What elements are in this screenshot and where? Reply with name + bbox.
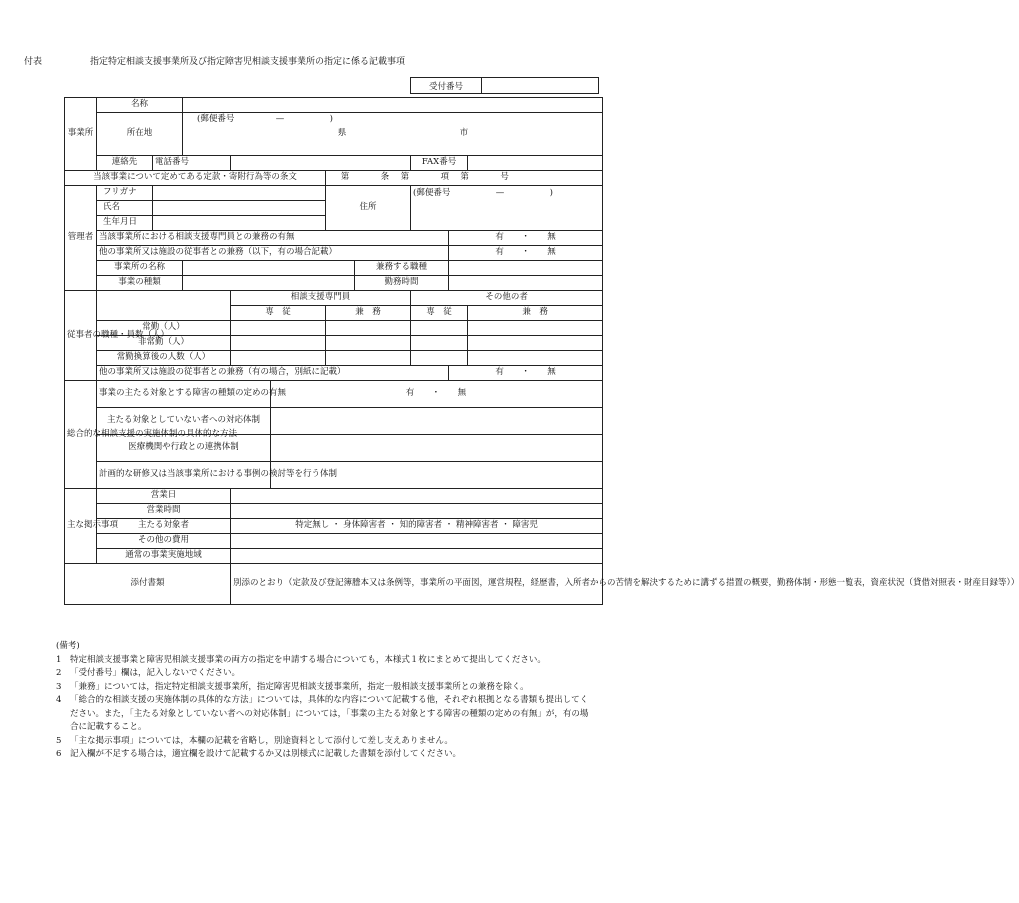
target-option[interactable]: 精神障害者 bbox=[455, 520, 499, 531]
staff-cell[interactable] bbox=[468, 351, 603, 366]
posting-target-label: 主たる対象者 bbox=[97, 519, 231, 534]
method-dot: ・ bbox=[431, 388, 441, 399]
staff-cell[interactable] bbox=[231, 336, 326, 351]
manager-other-no[interactable]: 無 bbox=[547, 247, 556, 258]
manager-other-yes[interactable]: 有 bbox=[495, 247, 504, 258]
manager-name-field[interactable] bbox=[153, 201, 326, 216]
note-text: 「総合的な相談支援の実施体制の具体的な方法」については，具体的な内容について記載する他，それぞれ根拠となる書類も提出してください。また，「主たる対象としていない者への対応体制」については，「事業の主たる対象とする障害の種類の定めの有無」が，有の場合に記載すること。 bbox=[70, 695, 589, 732]
manager-furigana-field[interactable] bbox=[153, 186, 326, 201]
staff-others-fulltime-label: 専 従 bbox=[411, 306, 468, 321]
page-header bbox=[24, 54, 406, 67]
staff-section-label: 従事者の職種・員数（人） bbox=[65, 291, 97, 381]
staff-cell[interactable] bbox=[468, 321, 603, 336]
office-postal-code-row[interactable] bbox=[183, 113, 603, 128]
page-title: 指定特定相談支援事業所及び指定障害児相談支援事業所の指定に係る記載事項 bbox=[90, 57, 406, 67]
office-fax-label: FAX番号 bbox=[411, 156, 468, 171]
office-address-field[interactable] bbox=[183, 127, 603, 141]
office-postal-dash: — bbox=[275, 114, 285, 125]
office-fax-field[interactable] bbox=[468, 156, 603, 171]
target-option[interactable]: 身体障害者 bbox=[343, 520, 386, 531]
manager-work-hours-label: 勤務時間 bbox=[355, 276, 449, 291]
manager-furigana-label: フリガナ bbox=[97, 186, 153, 201]
header-label: 付表 bbox=[24, 57, 43, 67]
note-item bbox=[56, 681, 596, 695]
staff-cell[interactable] bbox=[231, 351, 326, 366]
posting-target-choices[interactable]: 特定無し ・ 身体障害者 ・ 知的障害者 ・ 精神障害者 ・ 障害児 bbox=[231, 519, 603, 534]
manager-other-dot: ・ bbox=[521, 247, 530, 258]
posting-area-field[interactable] bbox=[231, 549, 603, 564]
method-row-label: 事業の主たる対象とする障害の種類の定めの有無 bbox=[97, 381, 271, 408]
manager-postal-close: ) bbox=[549, 187, 553, 198]
posting-area-label: 通常の事業実施地域 bbox=[97, 549, 231, 564]
method-section-label: 総合的な相談支援の実施体制の具体的な方法 bbox=[65, 381, 97, 489]
office-city-label: 市 bbox=[459, 128, 469, 139]
note-number: 1 bbox=[56, 654, 62, 665]
manager-concurrent-no[interactable]: 無 bbox=[547, 232, 556, 243]
office-address-extra[interactable] bbox=[183, 141, 603, 156]
method-target-choice[interactable] bbox=[271, 381, 603, 408]
manager-office-name-label: 事業所の名称 bbox=[97, 261, 183, 276]
office-phone-field[interactable] bbox=[231, 156, 411, 171]
manager-other-concurrent-choice[interactable] bbox=[449, 246, 603, 261]
articles-dai3: 第 bbox=[460, 172, 469, 183]
staff-other-concurrent-label: 他の事業所又は施設の従事者との兼務（有の場合，別紙に記載） bbox=[97, 366, 449, 381]
target-option[interactable]: 障害児 bbox=[512, 520, 538, 531]
note-number: 2 bbox=[56, 668, 62, 678]
method-yes[interactable]: 有 bbox=[405, 388, 415, 399]
note-number: 4 bbox=[56, 695, 62, 705]
articles-dai2: 第 bbox=[400, 172, 410, 183]
method-no[interactable]: 無 bbox=[457, 388, 467, 399]
staff-specialist-concurrent-label: 兼 務 bbox=[326, 306, 411, 321]
manager-concurrent-yes[interactable]: 有 bbox=[495, 232, 504, 243]
note-text: 記入欄が不足する場合は，適宜欄を設けて記載するか又は別様式に記載した書類を添付してください。 bbox=[70, 749, 462, 759]
manager-birthdate-field[interactable] bbox=[153, 216, 326, 231]
staff-others-concurrent-label: 兼 務 bbox=[468, 306, 603, 321]
staff-others-label: その他の者 bbox=[411, 291, 603, 306]
articles-dai: 第 bbox=[340, 172, 350, 183]
staff-specialist-label: 相談支援専門員 bbox=[231, 291, 411, 306]
notes-heading: (備考) bbox=[56, 641, 80, 651]
staff-row-label: 常勤（人） bbox=[97, 321, 231, 336]
articles-label: 当該事業について定めてある定款・寄附行為等の条文 bbox=[65, 171, 326, 186]
office-postal-close: ) bbox=[329, 114, 333, 125]
notes-section bbox=[56, 640, 596, 762]
staff-row-label: 非常勤（人） bbox=[97, 336, 231, 351]
office-address-label: 所在地 bbox=[97, 113, 183, 156]
staff-other-dot: ・ bbox=[521, 367, 530, 378]
posting-cost-label: その他の費用 bbox=[97, 534, 231, 549]
staff-cell[interactable] bbox=[231, 321, 326, 336]
staff-cell[interactable] bbox=[326, 336, 411, 351]
articles-ko: 項 bbox=[440, 172, 450, 183]
manager-name-label: 氏名 bbox=[97, 201, 153, 216]
target-option[interactable]: 特定無し bbox=[295, 520, 330, 531]
note-number: 6 bbox=[56, 749, 62, 759]
staff-other-concurrent-choice[interactable] bbox=[449, 366, 603, 381]
manager-postal-label: (郵便番号 bbox=[413, 187, 451, 198]
note-item bbox=[56, 654, 596, 668]
receipt-number-box bbox=[410, 77, 599, 94]
posting-hours-label: 営業時間 bbox=[97, 504, 231, 519]
method-field[interactable] bbox=[271, 435, 603, 462]
manager-work-hours-field[interactable] bbox=[449, 276, 603, 291]
note-text: 「受付番号」欄は，記入しないでください。 bbox=[70, 668, 241, 678]
receipt-number-field[interactable] bbox=[482, 78, 599, 94]
staff-cell[interactable] bbox=[411, 351, 468, 366]
office-postal-label: (郵便番号 bbox=[197, 114, 235, 125]
manager-address-label: 住所 bbox=[326, 186, 411, 231]
office-contact-label: 連絡先 bbox=[97, 156, 153, 171]
target-option[interactable]: 知的障害者 bbox=[399, 520, 443, 531]
manager-concurrent-label: 当該事業所における相談支援専門員との兼務の有無 bbox=[97, 231, 449, 246]
method-field[interactable] bbox=[271, 408, 603, 435]
note-text: 「主な掲示事項」については，本欄の記載を省略し，別途資料として添付して差し支えありません。 bbox=[70, 735, 453, 746]
manager-other-concurrent-label: 他の事業所又は施設の従事者との兼務（以下，有の場合記載） bbox=[97, 246, 449, 261]
articles-field[interactable] bbox=[326, 171, 603, 186]
note-number: 3 bbox=[56, 681, 62, 692]
method-row-label: 主たる対象としていない者への対応体制 bbox=[97, 408, 271, 435]
note-text: 「兼務」については，指定特定相談支援事業所，指定障害児相談支援事業所，指定一般相談支援事業所との兼務を除く。 bbox=[70, 681, 529, 692]
staff-cell[interactable] bbox=[326, 321, 411, 336]
posting-section-label: 主な掲示事項 bbox=[65, 489, 97, 564]
staff-specialist-fulltime-label: 専 従 bbox=[231, 306, 326, 321]
articles-go: 号 bbox=[500, 172, 509, 183]
method-row-label: 医療機関や行政との連携体制 bbox=[97, 435, 271, 462]
staff-other-yes[interactable]: 有 bbox=[495, 367, 504, 378]
staff-cell[interactable] bbox=[468, 336, 603, 351]
staff-cell[interactable] bbox=[326, 351, 411, 366]
manager-section-label: 管理者 bbox=[65, 186, 97, 291]
receipt-number-label: 受付番号 bbox=[411, 78, 482, 94]
staff-header-blank bbox=[97, 291, 231, 321]
note-item bbox=[56, 748, 596, 762]
manager-birthdate-label: 生年月日 bbox=[97, 216, 153, 231]
manager-concurrent-dot: ・ bbox=[521, 232, 530, 243]
note-item bbox=[56, 735, 596, 749]
office-name-label: 名称 bbox=[97, 98, 183, 113]
manager-concurrent-job-field[interactable] bbox=[449, 261, 603, 276]
attachments-text: 別添のとおり（定款及び登記簿謄本又は条例等，事業所の平面図，運営規程，経歴書，入所者からの苦情を解決するために講ずる措置の概要，勤務体制・形態一覧表，資産状況（貸借対照表・財産目録等）） bbox=[231, 564, 603, 605]
manager-concurrent-job-label: 兼務する職種 bbox=[355, 261, 449, 276]
office-name-field[interactable] bbox=[183, 98, 603, 113]
staff-row-label: 常勤換算後の人数（人） bbox=[97, 351, 231, 366]
posting-hours-field[interactable] bbox=[231, 504, 603, 519]
note-item bbox=[56, 667, 596, 681]
application-form-table bbox=[64, 97, 1019, 605]
staff-cell[interactable] bbox=[411, 321, 468, 336]
note-item bbox=[56, 694, 596, 735]
staff-cell[interactable] bbox=[411, 336, 468, 351]
manager-address-field[interactable] bbox=[411, 201, 603, 231]
manager-postal-code-row[interactable] bbox=[411, 186, 603, 201]
posting-days-field[interactable] bbox=[231, 489, 603, 504]
manager-postal-dash: — bbox=[495, 187, 505, 198]
note-number: 5 bbox=[56, 735, 62, 746]
method-row-label: 計画的な研修又は当該事業所における事例の検討等を行う体制 bbox=[97, 462, 271, 489]
office-section-label: 事業所 bbox=[65, 98, 97, 171]
note-text: 特定相談支援事業と障害児相談支援事業の両方の指定を申請する場合についても，本様式１枚にまとめて提出してください。 bbox=[70, 654, 546, 665]
posting-cost-field[interactable] bbox=[231, 534, 603, 549]
manager-business-type-field[interactable] bbox=[183, 276, 355, 291]
attachments-label: 添付書類 bbox=[65, 564, 231, 605]
manager-office-name-field[interactable] bbox=[183, 261, 355, 276]
office-prefecture-label: 県 bbox=[337, 128, 347, 139]
staff-other-no[interactable]: 無 bbox=[547, 367, 556, 378]
posting-days-label: 営業日 bbox=[97, 489, 231, 504]
articles-jo: 条 bbox=[380, 172, 390, 183]
manager-business-type-label: 事業の種類 bbox=[97, 276, 183, 291]
office-phone-label: 電話番号 bbox=[153, 156, 231, 171]
manager-concurrent-choice[interactable] bbox=[449, 231, 603, 246]
